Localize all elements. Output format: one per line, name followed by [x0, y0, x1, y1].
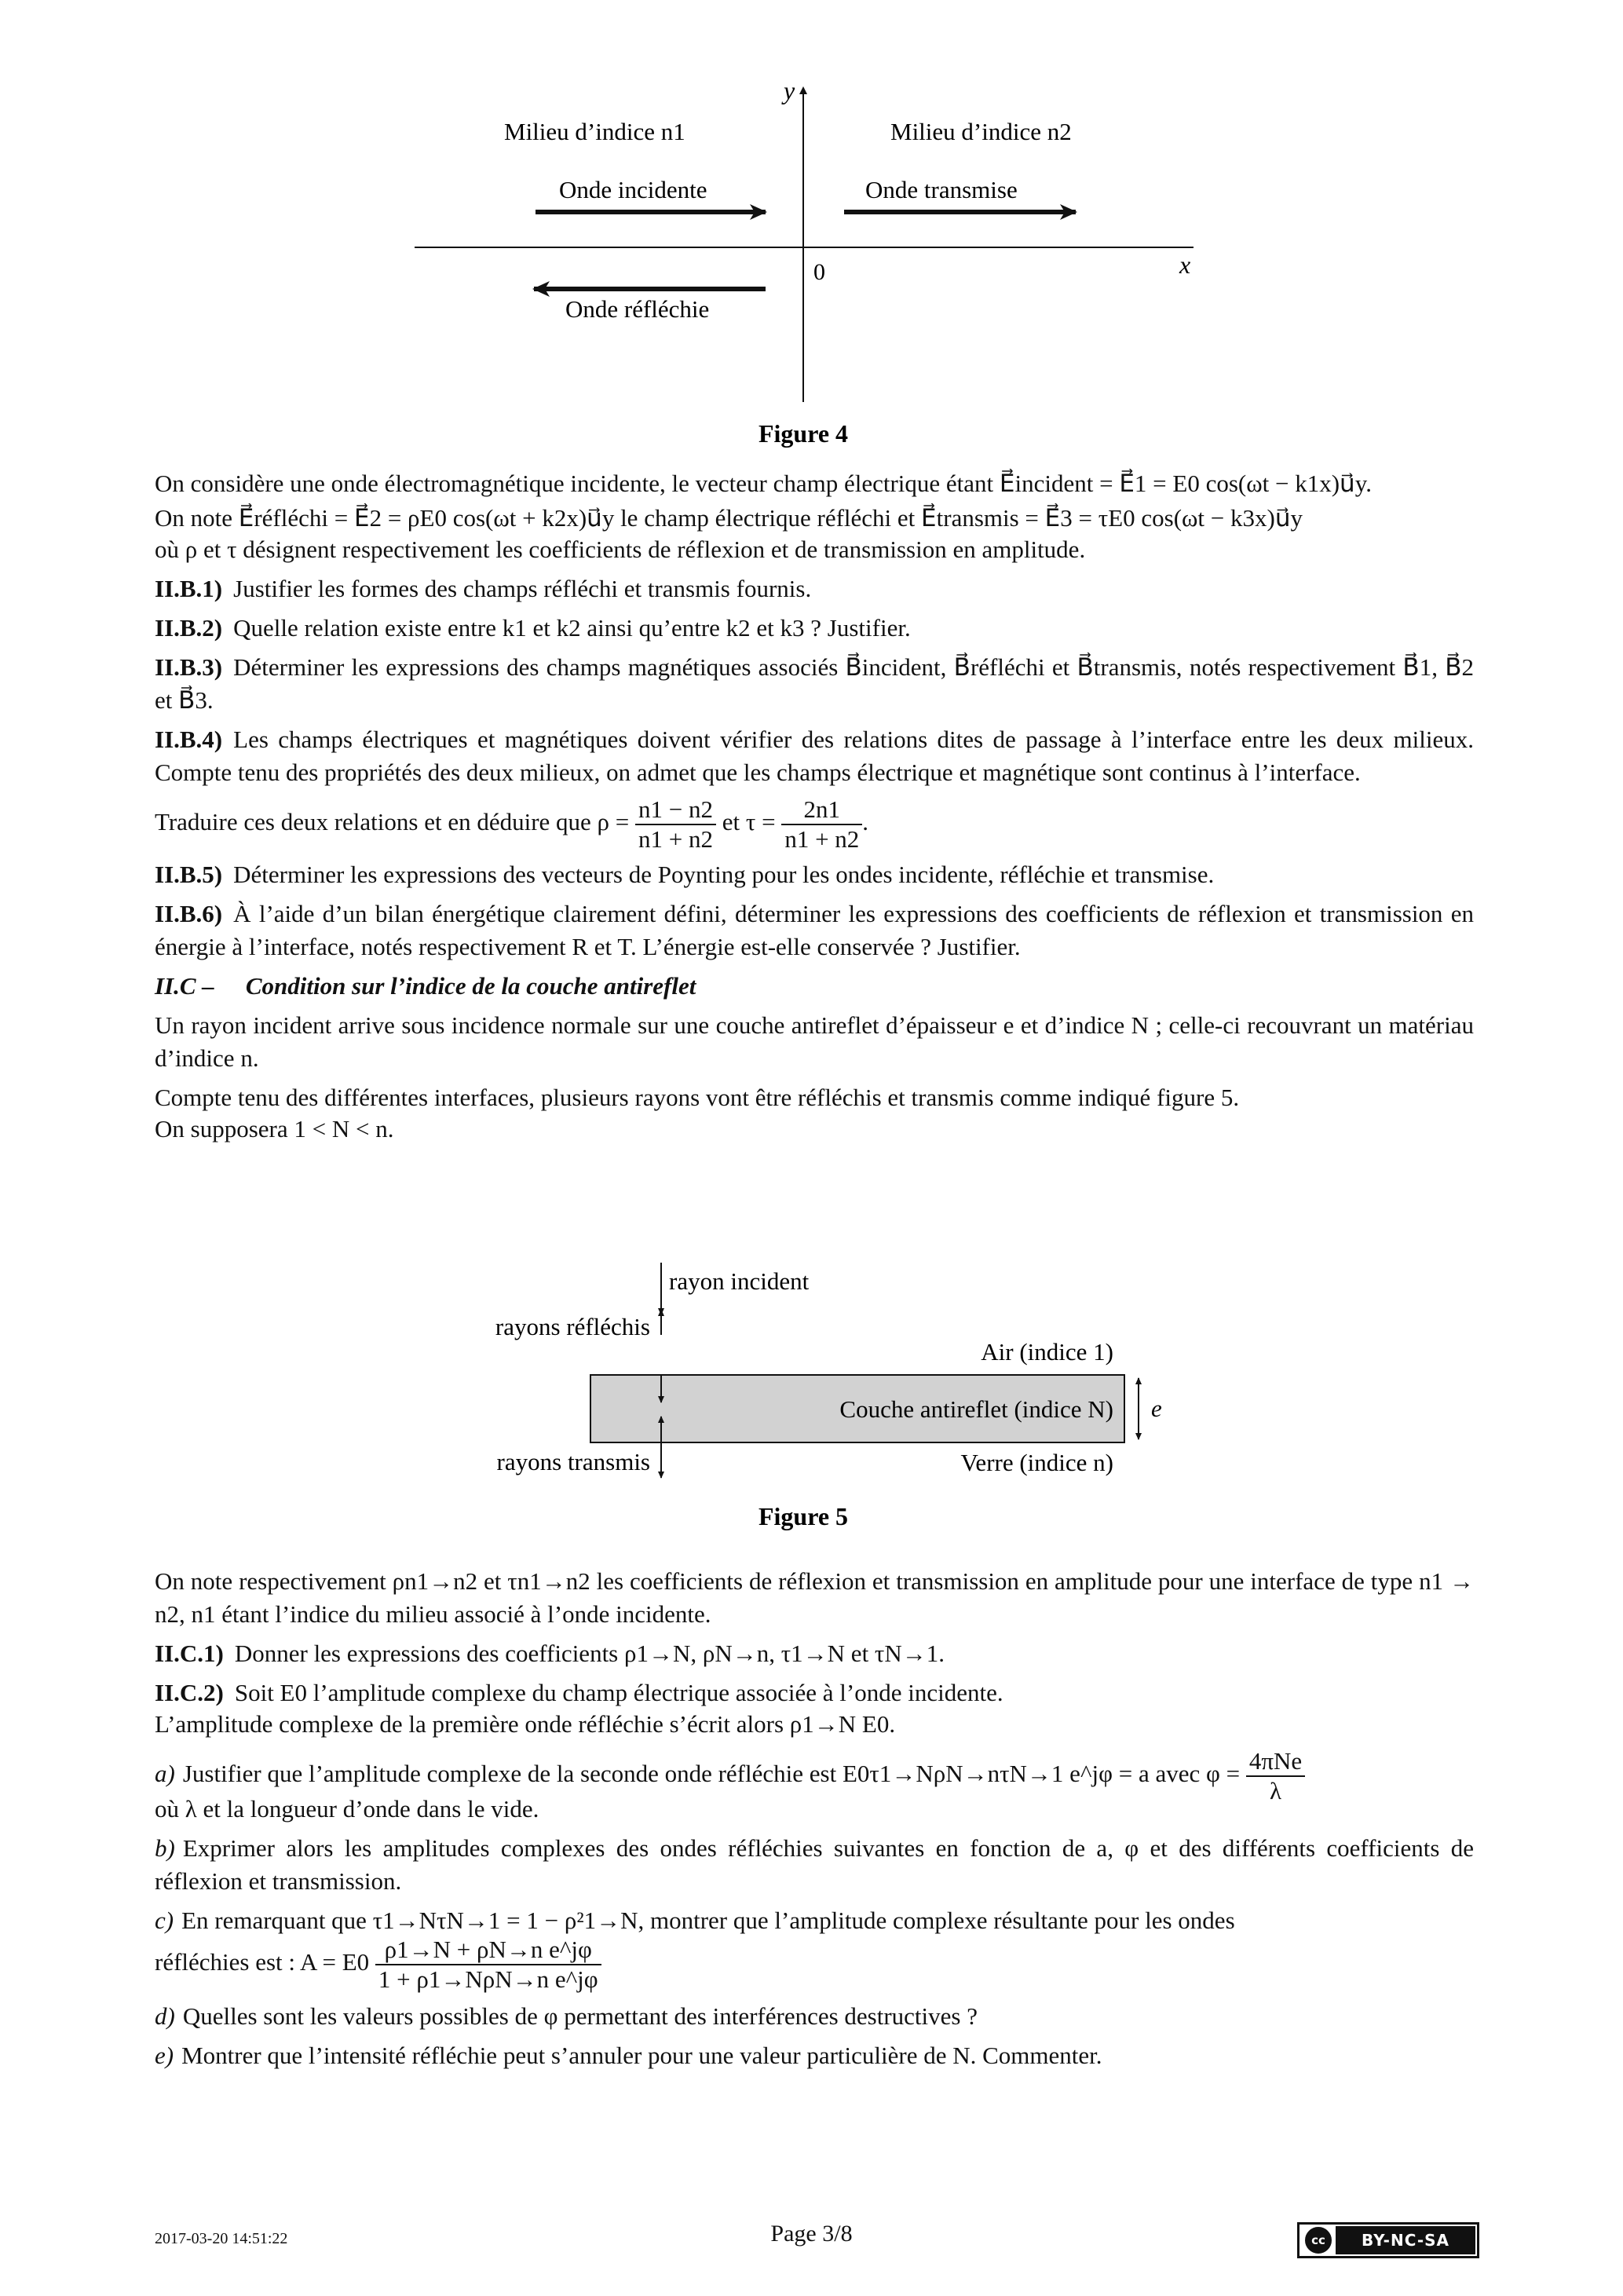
- subquestion-label: d): [155, 2002, 175, 2030]
- medium-2-label: Milieu d’indice n2: [890, 118, 1072, 145]
- intro-line-1: On considère une onde électromagnétique incidente, le vecteur champ électrique étant E⃗incident = E⃗1 = E0 cos(ωt − k1x)u⃗y.: [155, 470, 1372, 497]
- main-text: [155, 467, 1474, 1152]
- subquestion-text: En remarquant que τ1→NτN→1 = 1 − ρ²1→N, montrer que l’amplitude complexe résultante pour les ondes: [181, 1907, 1235, 1934]
- question-label: II.B.3): [155, 653, 223, 681]
- question-c1: [155, 1637, 1474, 1670]
- incident-ray-label: rayon incident: [669, 1267, 810, 1295]
- subquestion-c: [155, 1904, 1474, 1937]
- reflected-rays-label: rayons réfléchis: [495, 1313, 650, 1340]
- tau-fraction: [781, 795, 862, 854]
- transmitted-wave-label: Onde transmise: [865, 176, 1018, 203]
- b4-end: .: [862, 808, 869, 836]
- subquestion-c-formula: [155, 1936, 1474, 1994]
- incident-wave-label: Onde incidente: [559, 176, 707, 203]
- question-text: Déterminer les expressions des champs magnétiques associés B⃗incident, B⃗réfléchi et B⃗transmis, notés respectivement B⃗1, B⃗2 et B⃗3.: [155, 653, 1474, 714]
- license-text: BY-NC-SA: [1336, 2226, 1475, 2254]
- glass-label: Verre (indice n): [960, 1449, 1113, 1476]
- question-text: Donner les expressions des coefficients ρ1→N, ρN→n, τ1→N et τN→1.: [234, 1640, 945, 1667]
- question-label: II.B.6): [155, 900, 223, 927]
- formula-prefix: réfléchies est : A = E0: [155, 1948, 370, 1976]
- c-intro: On note respectivement ρn1→n2 et τn1→n2 les coefficients de réflexion et transmission en amplitude pour une interface de type n1 → n2, n1 étant l’indice du milieu associé à l’onde incidente.: [155, 1567, 1474, 1628]
- question-b5: [155, 858, 1474, 891]
- question-label: II.C.2): [155, 1679, 224, 1706]
- subquestion-text: Montrer que l’intensité réfléchie peut s’annuler pour une valeur particulière de N. Commenter.: [181, 2042, 1102, 2069]
- c2-line: L’amplitude complexe de la première onde réfléchie s’écrit alors ρ1→N E0.: [155, 1710, 896, 1738]
- footer-date: 2017-03-20 14:51:22: [155, 2230, 288, 2247]
- part-c-text: [155, 1565, 1474, 2078]
- question-c2: [155, 1676, 1474, 1709]
- question-text: À l’aide d’un bilan énergétique clairement défini, déterminer les expressions des coefficients de réflexion et transmission en énergie à l’interface, notés respectivement R et T. L’énergie est-elle conservée ? Justifier.: [155, 900, 1474, 960]
- question-label: II.B.1): [155, 575, 223, 602]
- question-text: Déterminer les expressions des vecteurs de Poynting pour les ondes incidente, réfléchie et transmise.: [233, 861, 1215, 888]
- x-axis-label: x: [1179, 250, 1191, 279]
- figure-4-diagram: [0, 0, 1623, 448]
- transmitted-rays-label: rayons transmis: [496, 1448, 650, 1475]
- layer-label: Couche antireflet (indice N): [839, 1395, 1113, 1423]
- b4-prefix: Traduire ces deux relations et en déduire que ρ =: [155, 808, 630, 836]
- subquestion-text: Justifier que l’amplitude complexe de la seconde onde réfléchie est E0τ1→NρN→nτN→1 e^jφ = a avec φ =: [182, 1760, 1241, 1788]
- b4-mid: et τ =: [722, 808, 776, 836]
- subquestion-a-continuation: où λ et la longueur d’onde dans le vide.: [155, 1795, 539, 1823]
- question-label: II.B.5): [155, 861, 223, 888]
- air-label: Air (indice 1): [981, 1338, 1113, 1366]
- amplitude-denominator: 1 + ρ1→NρN→n e^jφ: [378, 1965, 598, 1993]
- rho-fraction: [635, 795, 716, 854]
- thickness-label: e: [1151, 1395, 1162, 1422]
- figure-5-caption: Figure 5: [758, 1502, 849, 1530]
- rho-numerator: n1 − n2: [635, 795, 716, 825]
- section-c-label: II.C –: [155, 972, 214, 1000]
- tau-denominator: n1 + n2: [784, 825, 860, 853]
- rho-denominator: n1 + n2: [638, 825, 713, 853]
- page-number: Page 3/8: [770, 2221, 853, 2247]
- subquestion-label: e): [155, 2042, 174, 2069]
- question-text: Soit E0 l’amplitude complexe du champ électrique associée à l’onde incidente.: [234, 1679, 1003, 1706]
- question-b3: [155, 651, 1474, 717]
- figure-4-caption: Figure 4: [758, 419, 849, 448]
- question-label: II.B.4): [155, 726, 223, 753]
- tau-numerator: 2n1: [781, 795, 862, 825]
- intro-line-3: où ρ et τ désignent respectivement les coefficients de réflexion et de transmission en amplitude.: [155, 536, 1086, 563]
- question-b2: [155, 612, 1474, 645]
- subquestion-text: Quelles sont les valeurs possibles de φ permettant des interférences destructives ?: [182, 2002, 978, 2030]
- subquestion-label: a): [155, 1760, 175, 1788]
- question-b6: [155, 898, 1474, 963]
- subquestion-e: [155, 2039, 1474, 2072]
- license-badge: [1297, 2222, 1479, 2258]
- y-axis-label: y: [784, 76, 795, 104]
- subquestion-b: [155, 1832, 1474, 1898]
- subquestion-text: Exprimer alors les amplitudes complexes des ondes réfléchies suivantes en fonction de a, φ et des différents coefficients de réflexion et transmission.: [155, 1834, 1474, 1895]
- section-c-paragraph-3: On supposera 1 < N < n.: [155, 1115, 394, 1143]
- question-b1: [155, 572, 1474, 605]
- reflected-wave-label: Onde réfléchie: [565, 295, 710, 323]
- amplitude-fraction: [375, 1936, 601, 1994]
- question-b4: [155, 723, 1474, 789]
- phi-fraction: [1246, 1747, 1305, 1805]
- cc-icon: cc: [1303, 2225, 1334, 2256]
- question-text: Les champs électriques et magnétiques doivent vérifier des relations dites de passage à l’interface entre les deux milieux. Compte tenu des propriétés des deux milieux, on admet que les champs électrique et magnétique sont continus à l’interface.: [155, 726, 1474, 786]
- question-label: II.C.1): [155, 1640, 224, 1667]
- phi-denominator: λ: [1270, 1777, 1282, 1804]
- question-text: Justifier les formes des champs réfléchi et transmis fournis.: [233, 575, 812, 602]
- subquestion-label: c): [155, 1907, 174, 1934]
- subquestion-d: [155, 2000, 1474, 2033]
- section-c-paragraph-2: Compte tenu des différentes interfaces, plusieurs rayons vont être réfléchis et transmis comme indiqué figure 5.: [155, 1084, 1240, 1111]
- subquestion-label: b): [155, 1834, 175, 1862]
- medium-1-label: Milieu d’indice n1: [504, 118, 685, 145]
- section-c-heading: [155, 970, 1474, 1003]
- intro-line-2: On note E⃗réfléchi = E⃗2 = ρE0 cos(ωt + k2x)u⃗y le champ électrique réfléchi et E⃗transmis = E⃗3 = τE0 cos(ωt − k3x)u⃗y: [155, 504, 1303, 532]
- question-label: II.B.2): [155, 614, 223, 642]
- b4-followup: [155, 795, 1474, 854]
- question-text: Quelle relation existe entre k1 et k2 ainsi qu’entre k2 et k3 ? Justifier.: [233, 614, 911, 642]
- section-c-paragraph-1: Un rayon incident arrive sous incidence normale sur une couche antireflet d’épaisseur e et d’indice N ; celle-ci recouvrant un matériau d’indice n.: [155, 1011, 1474, 1072]
- phi-numerator: 4πNe: [1246, 1747, 1305, 1777]
- figure-5-diagram: [0, 1249, 1623, 1547]
- origin-label: 0: [813, 259, 825, 285]
- amplitude-numerator: ρ1→N + ρN→n e^jφ: [375, 1936, 601, 1965]
- section-c-title: Condition sur l’indice de la couche antireflet: [245, 972, 696, 1000]
